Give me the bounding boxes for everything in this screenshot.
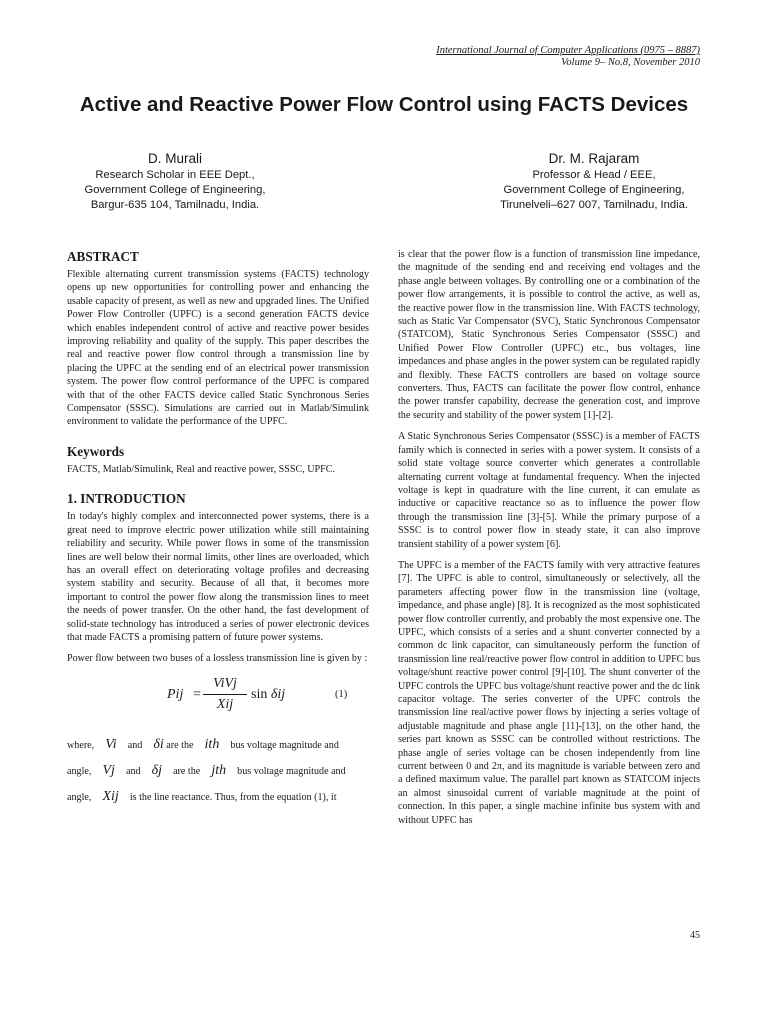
var-symbol: jth	[211, 762, 227, 778]
journal-header	[436, 45, 700, 69]
var-text: where,	[67, 739, 95, 751]
body-paragraph: A Static Synchronous Series Compensator (SSSC) is a member of FACTS family which is connected in series with a power system. It consists of a solid state voltage source converter which generates a controllable alternating current voltage at fundamental frequency. When the injected voltage is kept in quadrature with the line current, it can emulate as inductive or capacitive reactance so as to influence the power flow through the transmission line [3]-[5]. While the primary purpose of a SSSC is to control power flow in steady state, it can also improve transient stability of a power system [6].	[398, 431, 700, 550]
body-paragraph: The UPFC is a member of the FACTS family with very attractive features [7]. The UPFC is able to control, simultaneously or selectively, all the parameters affecting power flow in the transmission line (voltage, impedance, and phase angle) [8]. It is recognized as the most sophisticated power flow controller currently, and probably the most expensive one. The UPFC, which consists of a series and a shunt converter connected by a common dc link capacitor, can simultaneously perform the function of transmission line real/reactive power flow control in addition to UPFC bus voltage/shunt reactive power control [9]-[10]. The shunt converter of the UPFC controls the UPFC bus voltage/shunt reactive power and the dc link capacitor voltage. The series converter of the UPFC controls the transmission line real/active power flows by injecting a series voltage of adjustable magnitude and phase angle [11]-[13], on the other hand, the series part known as SSSC can be controlled without restrictions. The phase angle of series voltage can be chosen independently from line current between 0 and 2π, and its magnitude is variable between zero and a defined maximum value. The parallel part known as STATCOM injects an almost sinusoidal current of variable magnitude at the point of connection. In this paper, a single machine infinite bus system with and without UPFC has	[398, 559, 700, 826]
var-text: and	[127, 739, 143, 751]
keywords-heading: Keywords	[67, 443, 125, 459]
var-text: bus voltage magnitude and	[237, 765, 346, 777]
journal-name: International Journal of Computer Applications (0975 – 8887)	[436, 45, 700, 56]
var-text: is the line reactance. Thus, from the equation (1), it	[129, 791, 337, 803]
author-affiliation-line: Government College of Engineering,	[503, 184, 685, 196]
paper-title: Active and Reactive Power Flow Control using FACTS Devices	[79, 93, 689, 116]
author-affiliation-line: Bargur-635 104, Tamilnadu, India.	[90, 199, 260, 211]
introduction-heading: 1. INTRODUCTION	[67, 491, 186, 507]
introduction-paragraph-2: Power flow between two buses of a lossless transmission line is given by :	[67, 653, 368, 665]
equation-denominator: Xij	[216, 696, 234, 712]
equation-number: (1)	[335, 688, 348, 700]
body-paragraph: is clear that the power flow is a function of transmission line impedance, the magnitude of the sending end and receiving end voltages and the phase angle between voltages. By controlling one or a combination of the power flow arrangements, it is possible to control the active, as well as, the reactive power flow in the transmission line. With FACTS technology, such as Static Var Compensator (SVC), Static Synchronous Compensator (STATCOM), Static Synchronous Series Compensator (SSSC) and Unified Power Flow Controller (UPFC) etc., bus voltages, line impedances and phase angles in the power system can be regulated rapidly and flexibly. These FACTS controllers are based on voltage source converters. Thus, FACTS can facilitate the power flow control, enhance the power transfer capability, decrease the generation cost, and improve the security and stability of the power system [1]-[2].	[398, 249, 700, 421]
author-block-2	[484, 150, 704, 213]
equation-function: sin	[251, 686, 268, 702]
var-symbol: δj	[151, 762, 163, 778]
keywords-text: FACTS, Matlab/Simulink, Real and reactive power, SSSC, UPFC.	[67, 463, 336, 475]
var-symbol: ith	[204, 736, 220, 752]
var-text: and	[125, 765, 141, 777]
equation-equals: =	[193, 686, 201, 702]
var-symbol: Vj	[102, 762, 115, 778]
var-text: angle,	[67, 765, 92, 777]
variable-definition-line	[67, 758, 369, 784]
var-symbol: Vi	[105, 736, 117, 752]
variable-definition-line	[67, 732, 369, 758]
author-affiliation-line: Professor & Head / EEE,	[532, 169, 656, 181]
equation-argument: δij	[270, 686, 286, 702]
equation-fraction	[201, 674, 249, 715]
author-affiliation-line: Tirunelveli–627 007, Tamilnadu, India.	[500, 199, 688, 211]
author-name: D. Murali	[147, 151, 202, 166]
abstract-text: Flexible alternating current transmission systems (FACTS) technology opens up new opportunities for controlling power and enhancing the usable capacity of present, as well as new and upgraded lines. The Unified Power Flow Controller (UPFC) is a second generation FACTS device which enables independent control of active and reactive power besides improving reliability and quality of the supply. This paper describes the real and reactive power flow control through a transmission line by placing the UPFC at the sending end of an electrical power transmission system. The power flow control performance of the UPFC is compared with that of the other FACTS device called Static Synchronous Series Compensator (SSSC). Simulations are carried out in Matlab/Simulink environment to validate the performance of the UPFC.	[67, 269, 369, 428]
variable-definition-line	[67, 784, 369, 810]
author-name: Dr. M. Rajaram	[548, 151, 640, 166]
introduction-paragraph-1: In today's highly complex and interconnected power systems, there is a great need to improve electric power utilization while still maintaining reliability and security. While power flows in some of the transmission lines are well below their normal limits, other lines are overloaded, which has an overall effect on deteriorating voltage profiles and decreasing system stability and security. Because of all that, it becomes more important to control the power flow along the transmission lines to meet the needs of power transfer. On the other hand, the fast development of solid-state technology has introduced a series of power electronic devices that made FACTS a promising pattern of future power systems.	[67, 511, 369, 643]
var-text: angle,	[67, 791, 92, 803]
author-affiliation-line: Government College of Engineering,	[84, 184, 266, 196]
right-column	[398, 248, 700, 835]
var-text: are the	[166, 739, 194, 751]
equation-sine-term	[251, 688, 285, 701]
page-number: 45	[690, 930, 700, 941]
var-text: bus voltage magnitude and	[230, 739, 339, 751]
journal-volume: Volume 9– No.8, November 2010	[561, 57, 700, 68]
left-column	[67, 248, 369, 810]
equation-numerator: ViVj	[213, 675, 237, 691]
equation-lhs: Pij	[167, 686, 184, 702]
var-text: are the	[173, 765, 201, 777]
abstract-heading: ABSTRACT	[67, 249, 139, 264]
equation-power-flow	[67, 674, 369, 722]
author-affiliation-line: Research Scholar in EEE Dept.,	[95, 169, 255, 181]
var-symbol: Xij	[102, 788, 119, 804]
var-symbol: δi	[153, 736, 164, 752]
author-block-1	[66, 150, 284, 213]
